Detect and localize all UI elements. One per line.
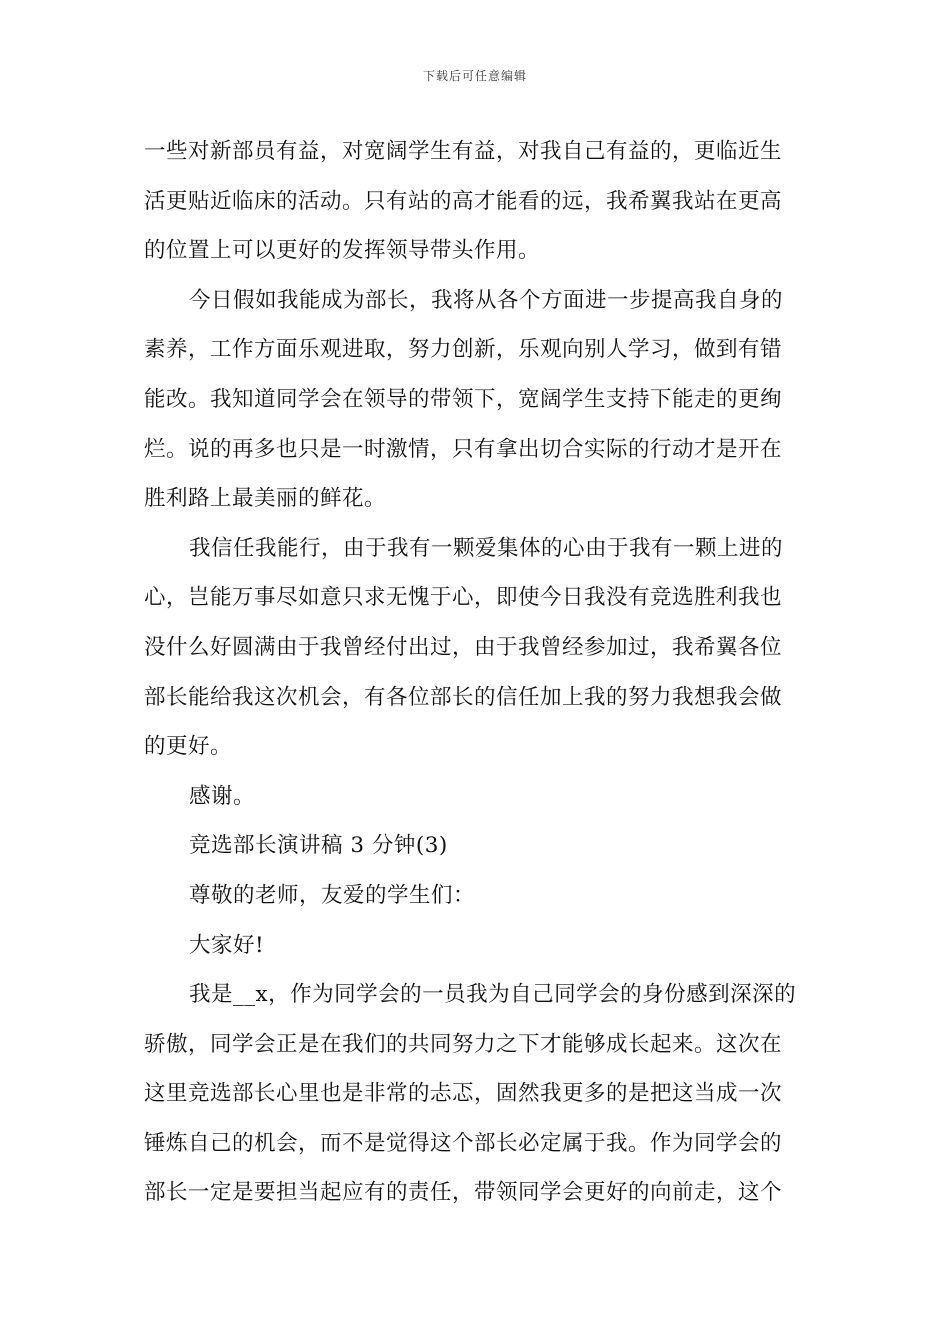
text-line: 我信任我能行，由于我有一颗爱集体的心由于我有一颗上进的 (189, 535, 784, 561)
text-line: 烂。说的再多也只是一时激情，只有拿出切合实际的行动才是开在 (144, 436, 783, 462)
text-line: 这里竞选部长心里也是非常的忐忑，固然我更多的是把这当成一次 (144, 1081, 783, 1107)
greeting: 大家好! (189, 932, 265, 958)
text-line: 一些对新部员有益，对宽阔学生有益，对我自己有益的，更临近生 (144, 139, 783, 164)
text-line: 的更好。 (144, 734, 233, 760)
text-line: 我是__x，作为同学会的一员我为自己同学会的身份感到深深的 (189, 982, 797, 1008)
text-line: 部长能给我这次机会，有各位部长的信任加上我的努力我想我会做 (144, 684, 783, 710)
text-line: 活更贴近临床的活动。只有站的高才能看的远，我希翼我站在更高 (144, 188, 783, 214)
text-line: 今日假如我能成为部长，我将从各个方面进一步提高我自身的 (189, 287, 784, 313)
text-line: 部长一定是要担当起应有的责任，带领同学会更好的向前走，这个 (144, 1180, 783, 1206)
text-line: 骄傲，同学会正是在我们的共同努力之下才能够成长起来。这次在 (144, 1031, 783, 1057)
text-line: 素养，工作方面乐观进取，努力创新，乐观向别人学习，做到有错 (144, 337, 783, 363)
text-line: 的位置上可以更好的发挥领导带头作用。 (144, 238, 541, 264)
text-line: 锤炼自己的机会，而不是觉得这个部长必定属于我。作为同学会的 (144, 1130, 783, 1156)
salutation: 尊敬的老师，友爱的学生们： (189, 882, 476, 908)
text-line: 没什么好圆满由于我曾经付出过，由于我曾经参加过，我希翼各位 (144, 634, 783, 660)
page-header: 下载后可任意编辑 (422, 69, 527, 83)
document-body (144, 127, 806, 1218)
section-title: 竞选部长演讲稿 3 分钟(3) (189, 833, 448, 859)
text-line: 感谢。 (189, 783, 256, 809)
text-line: 胜利路上最美丽的鲜花。 (144, 486, 387, 512)
text-line: 能改。我知道同学会在领导的带领下，宽阔学生支持下能走的更绚 (144, 386, 783, 412)
text-line: 心，岂能万事尽如意只求无愧于心，即使今日我没有竞选胜利我也 (144, 585, 783, 611)
